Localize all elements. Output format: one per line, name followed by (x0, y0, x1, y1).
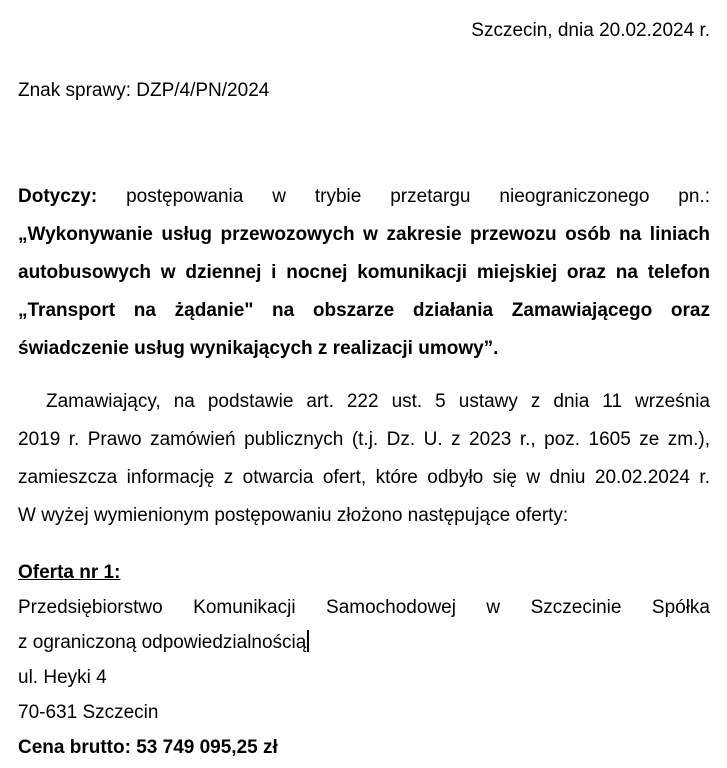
text-line[interactable] (18, 216, 710, 254)
text-line[interactable] (18, 254, 710, 292)
text-segment: z ograniczoną odpowiedzialnością (18, 632, 307, 653)
text-line[interactable] (18, 459, 710, 497)
info-paragraph[interactable] (18, 383, 710, 535)
text-segment: Oferta nr 1: (18, 562, 121, 583)
case-number-line: Znak sprawy: DZP/4/PN/2024 (18, 80, 270, 101)
text-segment: „Wykonywanie usług przewozowych w zakresie przewozu osób na liniach (18, 224, 710, 245)
text-segment: Przedsiębiorstwo Komunikacji Samochodowej w Szczecinie Spółka (18, 597, 710, 618)
text-line[interactable] (18, 695, 710, 730)
text-segment: 70-631 Szczecin (18, 702, 159, 723)
text-line[interactable] (18, 178, 710, 216)
text-segment: Cena brutto: 53 749 095,25 zł (18, 737, 278, 758)
text-line[interactable] (18, 625, 710, 660)
text-line[interactable] (18, 421, 710, 459)
text-segment: „Transport na żądanie" na obszarze działania Zamawiającego oraz (18, 300, 710, 321)
subject-paragraph[interactable] (18, 178, 710, 368)
text-line[interactable] (18, 383, 710, 421)
offer-section[interactable] (18, 555, 710, 765)
text-line[interactable] (18, 590, 710, 625)
text-line[interactable] (18, 292, 710, 330)
text-line[interactable] (18, 330, 710, 368)
text-segment: zamieszcza informację z otwarcia ofert, które odbyło się w dniu 20.02.2024 r. (18, 467, 710, 488)
text-segment: ul. Heyki 4 (18, 667, 107, 688)
text-segment: 2019 r. Prawo zamówień publicznych (t.j. Dz. U. z 2023 r., poz. 1605 ze zm.), (18, 429, 710, 450)
text-cursor (307, 630, 309, 652)
text-segment: Zamawiający, na podstawie art. 222 ust. 5 ustawy z dnia 11 września (46, 391, 710, 412)
text-line[interactable] (18, 497, 710, 535)
text-segment: postępowania w trybie przetargu nieograniczonego pn.: (97, 186, 710, 207)
text-line[interactable] (18, 660, 710, 695)
text-segment: autobusowych w dziennej i nocnej komunikacji miejskiej oraz na telefon (18, 262, 710, 283)
text-segment: Dotyczy: (18, 186, 98, 207)
text-segment: W wyżej wymienionym postępowaniu złożono następujące oferty: (18, 505, 569, 526)
text-line[interactable] (18, 730, 710, 765)
date-line: Szczecin, dnia 20.02.2024 r. (471, 20, 710, 41)
text-segment: świadczenie usług wynikających z realizacji umowy”. (18, 338, 499, 359)
text-line[interactable] (18, 555, 710, 590)
